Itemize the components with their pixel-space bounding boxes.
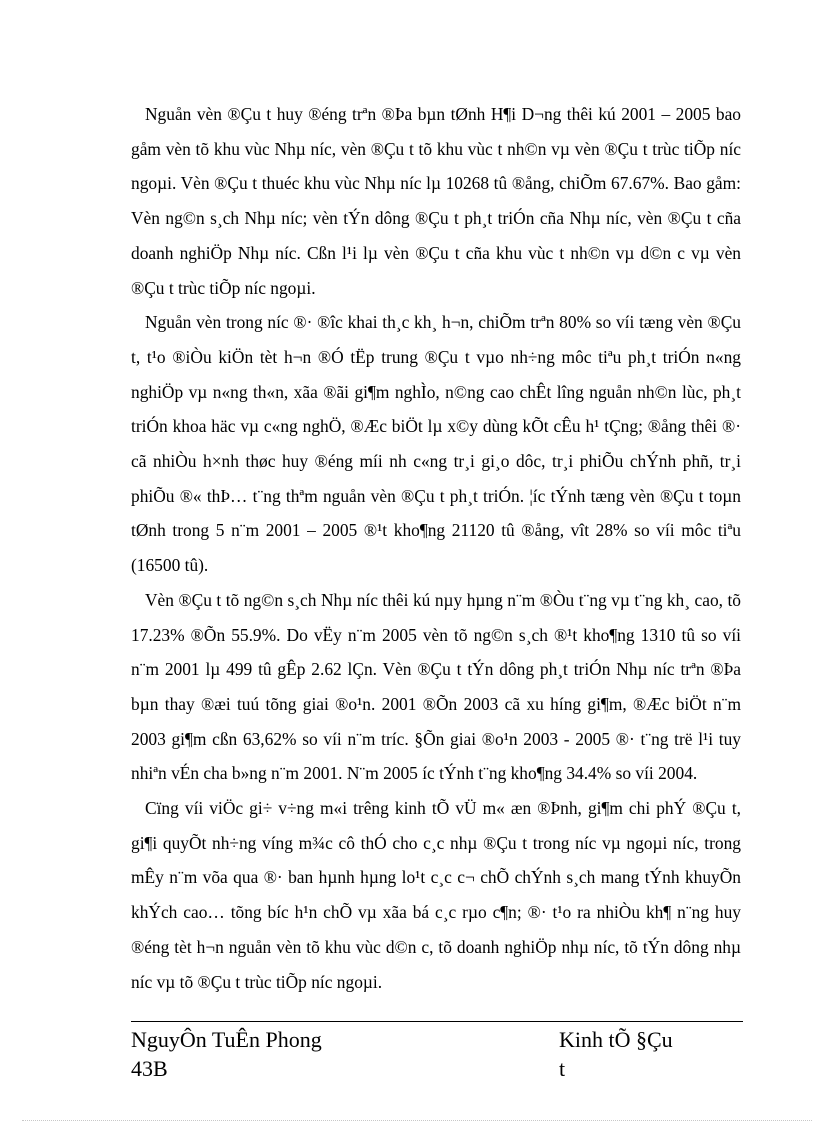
footer-class: 43B [131,1056,168,1081]
body-text [131,97,741,999]
footer-department: Kinh tÕ §Çu t [559,1027,673,1081]
paragraph-capital-sources: Nguån vèn ®Çu t huy ®éng trªn ®Þa bµn tØnh H¶i D¬ng thêi kú 2001 – 2005 bao gåm vèn tõ khu vùc Nhµ níc, vèn ®Çu t tõ khu vùc t nh©n vµ vèn ®Çu t trùc tiÕp níc ngoµi. Vèn ®Çu t thuéc khu vùc Nhµ níc lµ 10268 tû ®ång, chiÕm 67.67%. Bao gåm: Vèn ng©n s¸ch Nhµ níc; vèn tÝn dông ®Çu t ph¸t triÓn cña Nhµ níc, vèn ®Çu t cña doanh nghiÖp Nhµ níc. Cßn l¹i lµ vèn ®Çu t cña khu vùc t nh©n vµ d©n c vµ vèn ®Çu t trùc tiÕp níc ngoµi. [131,104,741,298]
page-bottom-edge [22,1120,812,1121]
paragraph-state-budget: Vèn ®Çu t tõ ng©n s¸ch Nhµ níc thêi kú nµy hµng n¨m ®Òu t¨ng vµ t¨ng kh¸ cao, tõ 17.23% ®Õn 55.9%. Do vËy n¨m 2005 vèn tõ ng©n s¸ch ®¹t kho¶ng 1310 tû so víi n¨m 2001 lµ 499 tû gÊp 2.62 lÇn. Vèn ®Çu t tÝn dông ph¸t triÓn Nhµ níc trªn ®Þa bµn thay ®æi tuú tõng giai ®o¹n. 2001 ®Õn 2003 cã xu híng gi¶m, ®Æc biÖt n¨m 2003 gi¶m cßn 63,62% so víi n¨m tríc. §Õn giai ®o¹n 2003 - 2005 ®· t¨ng trë l¹i tuy nhiªn vÉn cha b»ng n¨m 2001. N¨m 2005 íc tÝnh t¨ng kho¶ng 34.4% so víi 2004. [131,589,741,784]
paragraph-domestic-capital: Nguån vèn trong níc ®· ®îc khai th¸c kh¸ h¬n, chiÕm trªn 80% so víi tæng vèn ®Çu t, t¹o ®iÒu kiÖn tèt h¬n ®Ó tËp trung ®Çu t vµo nh÷ng môc tiªu ph¸t triÓn n«ng nghiÖp vµ n«ng th«n, xãa ®ãi gi¶m nghÌo, n©ng cao chÊt lîng nguån nh©n lùc, ph¸t triÓn khoa häc vµ c«ng nghÖ, ®Æc biÖt lµ x©y dùng kÕt cÊu h¹ tÇng; ®ång thêi ®· cã nhiÒu h×nh thøc huy ®éng míi nh c«ng tr¸i gi¸o dôc, tr¸i phiÕu chÝnh phñ, tr¸i phiÕu ®« thÞ… t¨ng thªm nguån vèn ®Çu t ph¸t triÓn. ¦íc tÝnh tæng vèn ®Çu t toµn tØnh trong 5 n¨m 2001 – 2005 ®¹t kho¶ng 21120 tû ®ång, vît 28% so víi môc tiªu (16500 tû). [131,312,741,576]
footer-author-block [131,1025,322,1083]
footer-divider [131,1021,743,1022]
paragraph-investment-policy: Cïng víi viÖc gi÷ v÷ng m«i trêng kinh tÕ vÜ m« æn ®Þnh, gi¶m chi phÝ ®Çu t, gi¶i quyÕt nh÷ng víng m¾c cô thÓ cho c¸c nhµ ®Çu t trong níc vµ ngoµi níc, trong mÊy n¨m võa qua ®· ban hµnh hµng lo¹t c¸c c¬ chÕ chÝnh s¸ch mang tÝnh khuyÕn khÝch cao… tõng bíc h¹n chÕ vµ xãa bá c¸c rµo c¶n; ®· t¹o ra nhiÒu kh¶ n¨ng huy ®éng tèt h¬n nguån vèn tõ khu vùc d©n c, tõ doanh nghiÖp nhµ níc, tõ tÝn dông nhµ níc vµ tõ ®Çu t trùc tiÕp níc ngoµi. [131,798,741,992]
footer-author: NguyÔn TuÊn Phong [131,1027,322,1052]
